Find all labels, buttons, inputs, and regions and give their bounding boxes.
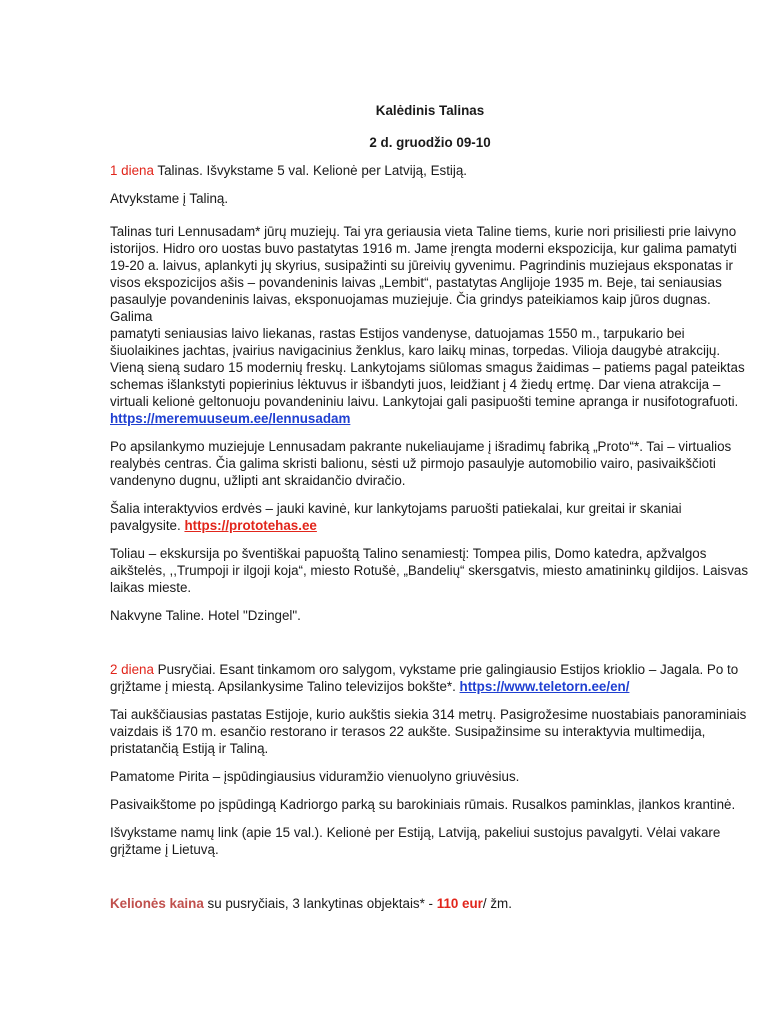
cafe-paragraph: Šalia interaktyvios erdvės – jauki kavinė, kur lankytojams paruošti patiekalai, kur greitai ir skaniai pavalgysite. https://prototehas.ee [110,501,682,533]
document-body [110,96,750,912]
day2-label: 2 diena [110,662,154,677]
proto-link[interactable]: https://prototehas.ee [184,518,317,533]
trip-date: 2 d. gruodžio 09-10 [369,135,491,150]
hotel-line: Nakvyne Taline. Hotel "Dzingel". [110,608,301,623]
day1-label: 1 diena [110,163,154,178]
document-title: Kalėdinis Talinas [375,103,485,118]
museum-paragraph: Talinas turi Lennusadam* jūrų muziejų. Tai yra geriausia vieta Taline tiems, kurie nori prisiliesti prie laivyno istorijos. Hidro oro uostas buvo pastatytas 1916 m. Jame įrengta moderni ekspozicija, kur galima pamatyti 19-20 a. laivus, aplankyti jų skyrius, susipažinti su jūreivių gyvenimu. Pagrindinis muziejaus eksponatas ir visos ekspozicijos ašis – povandeninis laivas „Lembit“, pastatytas Anglijoje 1935 m. Beje, tai seniausias pasaulyje povandeninis laivas, eksponuojamas muziejuje. Čia grindys pateikiamos kaip jūros dugnas. Galima pamatyti seniausias laivo liekanas, rastas Estijos vandenyse, datuojamas 1550 m., tarpukario bei šiuolaikines jachtas, įvairius navigacinius ženklus, karo laikų minas, torpedas. Vilioja daugybė atrakcijų. Vieną sieną sudaro 15 modernių freskų. Lankytojams siūlomas smagus žaidimas – patiems pagal pateiktas schemas išlankstyti popierinius lėktuvus ir išbandyti juos, leidžiant į 4 žiedų ertmę. Dar viena atrakcija – virtuali kelionė geltonuoju povandeniniu laivu. Lankytojai gali pasipuošti temine apranga ir nusifotografuoti. https://meremuuseum.ee/lennusadam [110,224,745,426]
day1-arrive: Atvykstame į Taliną. [110,191,229,206]
price-line: Kelionės kaina su pusryčiais, 3 lankytinas objektais* - 110 eur/ žm. [110,896,512,911]
day1-intro: 1 diena Talinas. Išvykstame 5 val. Kelionė per Latviją, Estiją. [110,163,468,178]
kadriorg-line: Pasivaikštome po įspūdingą Kadriorgo parką su barokiniais rūmais. Rusalkos paminklas, įlankos krantinė. [110,797,736,812]
teletorn-link[interactable]: https://www.teletorn.ee/en/ [459,679,630,694]
museum-link[interactable]: https://meremuuseum.ee/lennusadam [110,411,351,426]
pirita-line: Pamatome Pirita – įspūdingiausius viduramžio vienuolyno griuvėsius. [110,769,520,784]
proto-paragraph: Po apsilankymo muziejuje Lennusadam pakrante nukeliaujame į išradimų fabriką „Proto“*. Tai – virtualios realybės centras. Čia galima skristi balionu, sėsti už pirmojo pasaulyje automobilio vairo, pasivaikščioti vandenyno dugnu, užlipti ant skraidančio dviračio. [110,439,732,488]
tower-paragraph: Tai aukščiausias pastatas Estijoje, kurio aukštis siekia 314 metrų. Pasigrožesime nuostabiais panoraminiais vaizdais iš 170 m. esančio restorano ir terasos 22 aukšte. Susipažinsime su interaktyvia multimedija, pristatančią Estiją ir Taliną. [110,707,747,756]
day2-intro: 2 diena Pusryčiai. Esant tinkamom oro salygom, vykstame prie galingiausio Estijos krioklio – Jagala. Po to grįžtame į miestą. Apsilankysime Talino televizijos bokšte*. https://www.teletorn.ee/en/ [110,662,739,694]
oldtown-paragraph: Toliau – ekskursija po šventiškai papuoštą Talino senamiestį: Tompea pilis, Domo katedra, apžvalgos aikštelės, ,,Trumpoji ir ilgoji koja“, miesto Rotušė, „Bandelių“ skersgatvis, miesto amatininkų gildijos. Laisvas laikas mieste. [110,546,749,595]
return-paragraph: Išvykstame namų link (apie 15 val.). Kelionė per Estiją, Latviją, pakeliui sustojus pavalgyti. Vėlai vakare grįžtame į Lietuvą. [110,825,721,857]
price-amount: 110 eur [436,896,483,911]
price-label: Kelionės kaina [110,896,204,911]
